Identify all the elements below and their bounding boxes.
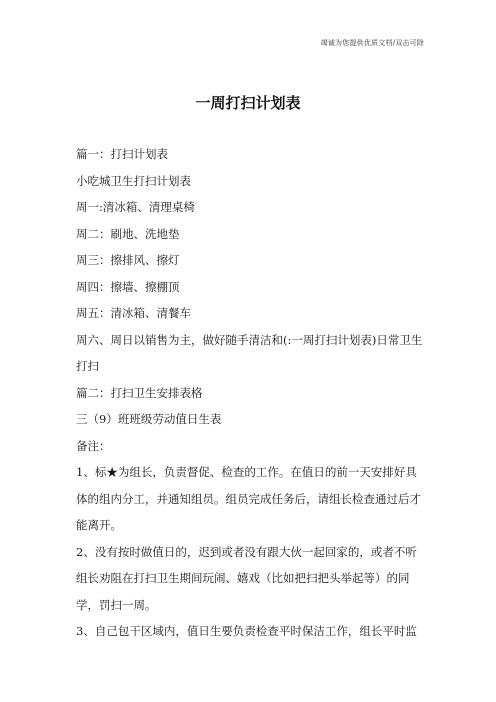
schedule-weekend: 周六、周日以销售为主，做好随手清洁和(:一周打扫计划表)日常卫生打扫	[76, 332, 423, 373]
notes-label: 备注：	[76, 438, 111, 453]
note-item-2: 2、没有按时做值日的，迟到或者没有跟大伙一起回家的，或者不听组长劝阻在打扫卫生期间玩闹、嬉戏（比如把扫把头举起等）的同学，罚扫一周。	[76, 544, 417, 612]
note-item-1: 1、标★为组长，负责督促、检查的工作。在值日的前一天安排好具体的组内分工，并通知组员。组员完成任务后，请组长检查通过后才能离开。	[76, 465, 421, 532]
header-note: 竭诚为您提供优质文档/双击可除	[320, 39, 424, 47]
section-heading-2: 篇二：打扫卫生安排表格	[76, 385, 203, 400]
schedule-tuesday: 周二：刷地、洗地垫	[76, 226, 180, 241]
schedule-title: 小吃城卫生打扫计划表	[76, 173, 191, 188]
schedule-thursday: 周四：擦墙、擦棚顶	[76, 279, 180, 294]
section-heading-1: 篇一：打扫计划表	[76, 147, 168, 161]
document-title: 一周打扫计划表	[195, 94, 301, 112]
schedule-monday: 周一:清冰箱、清理桌椅	[76, 200, 195, 214]
duty-table-title: 三（9）班班级劳动值日生表	[76, 412, 222, 426]
document-body	[76, 141, 426, 645]
schedule-friday: 周五：清冰箱、清餐车	[76, 306, 191, 320]
schedule-wednesday: 周三：擦排风、擦灯	[76, 253, 180, 267]
note-item-3: 3、自己包干区域内，值日生要负责检查平时保洁工作，组长平时监	[76, 624, 417, 638]
